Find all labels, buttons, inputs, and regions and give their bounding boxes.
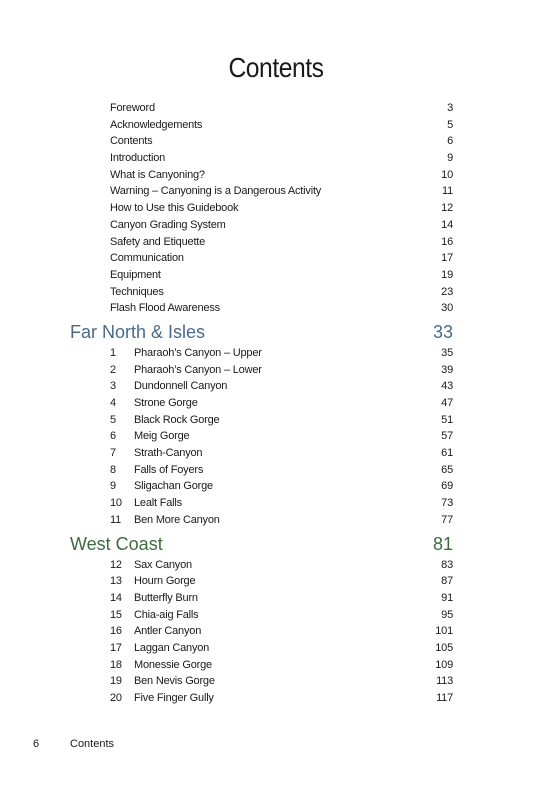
- toc-entry-page: 30: [441, 302, 453, 315]
- toc-section-heading[interactable]: [70, 321, 453, 343]
- toc-canyon-entry[interactable]: [70, 657, 453, 674]
- canyon-page: 73: [441, 497, 453, 510]
- toc-entry[interactable]: [70, 117, 453, 134]
- canyon-number: 1: [110, 346, 116, 359]
- canyon-name: Meig Gorge: [134, 430, 190, 443]
- canyon-name: Chia-aig Falls: [134, 608, 199, 621]
- canyon-page: 39: [441, 363, 453, 376]
- toc-entry-page: 10: [441, 168, 453, 181]
- toc-entry-label: Acknowledgements: [110, 118, 203, 131]
- canyon-number: 11: [110, 513, 122, 526]
- toc-canyon-entry[interactable]: [70, 573, 453, 590]
- canyon-number: 7: [110, 447, 116, 460]
- canyon-name: Ben More Canyon: [134, 513, 220, 526]
- canyon-page: 83: [441, 558, 453, 571]
- canyon-page: 95: [441, 608, 453, 621]
- toc-entry-page: 14: [441, 218, 453, 231]
- canyon-page: 57: [441, 430, 453, 443]
- toc-entry-page: 23: [441, 285, 453, 298]
- toc-canyon-entry[interactable]: [70, 673, 453, 690]
- canyon-page: 47: [441, 397, 453, 409]
- toc-canyon-entry[interactable]: [70, 557, 453, 574]
- toc-entry-page: 12: [441, 202, 453, 215]
- toc-entry-label: Flash Flood Awareness: [110, 302, 220, 315]
- toc-entry[interactable]: [70, 284, 453, 301]
- canyon-name: Strone Gorge: [134, 397, 198, 409]
- toc-entry-page: 3: [447, 102, 453, 114]
- toc-entry-page: 19: [441, 268, 453, 281]
- page-title: Contents: [228, 52, 324, 83]
- toc-canyon-entry[interactable]: [70, 478, 453, 495]
- toc-canyon-entry[interactable]: [70, 607, 453, 624]
- toc-canyon-entry[interactable]: [70, 428, 453, 445]
- canyon-name: Pharaoh’s Canyon – Upper: [134, 346, 262, 359]
- toc-entry[interactable]: [70, 267, 453, 284]
- canyon-number: 3: [110, 380, 116, 393]
- canyon-name: Butterfly Burn: [134, 591, 198, 604]
- canyon-number: 10: [110, 497, 122, 510]
- toc-entry-page: 9: [447, 152, 453, 165]
- toc-entry-page: 17: [441, 252, 453, 265]
- canyon-number: 15: [110, 608, 122, 621]
- canyon-number: 12: [110, 558, 122, 571]
- section-page: 81: [432, 533, 453, 554]
- canyon-number: 20: [110, 692, 122, 704]
- toc-entry-label: Communication: [110, 252, 184, 265]
- section-title: West Coast: [70, 533, 163, 554]
- canyon-number: 5: [110, 413, 116, 426]
- canyon-name: Lealt Falls: [134, 497, 182, 510]
- canyon-name: Dundonnell Canyon: [134, 380, 228, 393]
- canyon-page: 101: [435, 625, 453, 638]
- canyon-page: 51: [441, 413, 453, 426]
- footer-page-number: 6: [33, 738, 40, 750]
- toc-entry[interactable]: [70, 300, 453, 317]
- toc-entry-page: 16: [441, 235, 453, 248]
- canyon-number: 8: [110, 463, 116, 476]
- toc-entry-page: 5: [447, 118, 453, 131]
- canyon-page: 65: [441, 463, 453, 476]
- canyon-name: Sligachan Gorge: [134, 480, 213, 493]
- toc-entry[interactable]: [70, 133, 453, 150]
- toc-entry-label: Safety and Etiquette: [110, 235, 206, 248]
- section-page: 33: [432, 321, 453, 342]
- toc-entry-label: Warning – Canyoning is a Dangerous Activity: [110, 185, 322, 198]
- toc-canyon-entry[interactable]: [70, 445, 453, 462]
- toc-canyon-entry[interactable]: [70, 590, 453, 607]
- canyon-name: Black Rock Gorge: [134, 413, 220, 426]
- toc-entry-label: Introduction: [110, 152, 166, 165]
- canyon-name: Five Finger Gully: [134, 692, 214, 704]
- canyon-number: 9: [110, 480, 116, 493]
- canyon-number: 16: [110, 625, 122, 638]
- toc-canyon-entry[interactable]: [70, 345, 453, 362]
- table-of-contents: [70, 100, 453, 707]
- canyon-page: 87: [441, 575, 453, 588]
- toc-entry[interactable]: [70, 100, 453, 117]
- canyon-page: 91: [441, 591, 453, 604]
- canyon-number: 2: [110, 363, 116, 376]
- toc-canyon-entry[interactable]: [70, 395, 453, 412]
- canyon-number: 19: [110, 675, 122, 688]
- canyon-name: Ben Nevis Gorge: [134, 675, 215, 688]
- canyon-page: 105: [435, 641, 453, 654]
- toc-canyon-entry[interactable]: [70, 623, 453, 640]
- canyon-name: Antler Canyon: [134, 625, 202, 638]
- canyon-name: Pharaoh’s Canyon – Lower: [134, 363, 262, 376]
- toc-section-heading[interactable]: [70, 533, 453, 555]
- canyon-number: 4: [110, 397, 116, 409]
- canyon-page: 69: [441, 480, 453, 493]
- canyon-number: 6: [110, 430, 116, 443]
- canyon-number: 14: [110, 591, 122, 604]
- toc-entry-label: What is Canyoning?: [110, 168, 205, 181]
- toc-entry[interactable]: [70, 234, 453, 251]
- toc-canyon-entry[interactable]: [70, 512, 453, 529]
- toc-entry-label: Equipment: [110, 268, 161, 281]
- toc-canyon-entry[interactable]: [70, 462, 453, 479]
- footer-running-title: Contents: [70, 738, 115, 750]
- toc-canyon-entry[interactable]: [70, 495, 453, 512]
- canyon-name: Monessie Gorge: [134, 658, 212, 671]
- toc-canyon-entry[interactable]: [70, 690, 453, 707]
- toc-entry[interactable]: [70, 250, 453, 267]
- toc-entry-label: Contents: [110, 135, 153, 148]
- toc-entry-label: How to Use this Guidebook: [110, 202, 239, 215]
- canyon-number: 13: [110, 575, 122, 588]
- toc-entry[interactable]: [70, 167, 453, 184]
- canyon-name: Hourn Gorge: [134, 575, 196, 588]
- canyon-name: Sax Canyon: [134, 558, 192, 571]
- toc-entry-label: Techniques: [110, 285, 164, 298]
- canyon-page: 61: [441, 447, 453, 460]
- toc-canyon-entry[interactable]: [70, 362, 453, 379]
- canyon-page: 109: [435, 658, 453, 671]
- toc-entry[interactable]: [70, 200, 453, 217]
- toc-entry[interactable]: [70, 183, 453, 200]
- canyon-page: 113: [436, 675, 453, 688]
- toc-entry-page: 6: [447, 135, 453, 148]
- canyon-page: 35: [441, 346, 453, 359]
- canyon-page: 117: [436, 692, 453, 704]
- toc-canyon-entry[interactable]: [70, 412, 453, 429]
- toc-canyon-entry[interactable]: [70, 640, 453, 657]
- canyon-page: 43: [441, 380, 453, 393]
- canyon-page: 77: [441, 513, 453, 526]
- canyon-name: Strath-Canyon: [134, 447, 203, 460]
- toc-entry[interactable]: [70, 150, 453, 167]
- canyon-number: 17: [110, 641, 122, 654]
- canyon-name: Falls of Foyers: [134, 463, 204, 476]
- toc-entry[interactable]: [70, 217, 453, 234]
- canyon-name: Laggan Canyon: [134, 641, 210, 654]
- toc-entry-page: 11: [441, 185, 453, 198]
- toc-canyon-entry[interactable]: [70, 378, 453, 395]
- section-title: Far North & Isles: [70, 321, 206, 342]
- toc-entry-label: Canyon Grading System: [110, 218, 226, 231]
- toc-entry-label: Foreword: [110, 102, 155, 114]
- canyon-number: 18: [110, 658, 122, 671]
